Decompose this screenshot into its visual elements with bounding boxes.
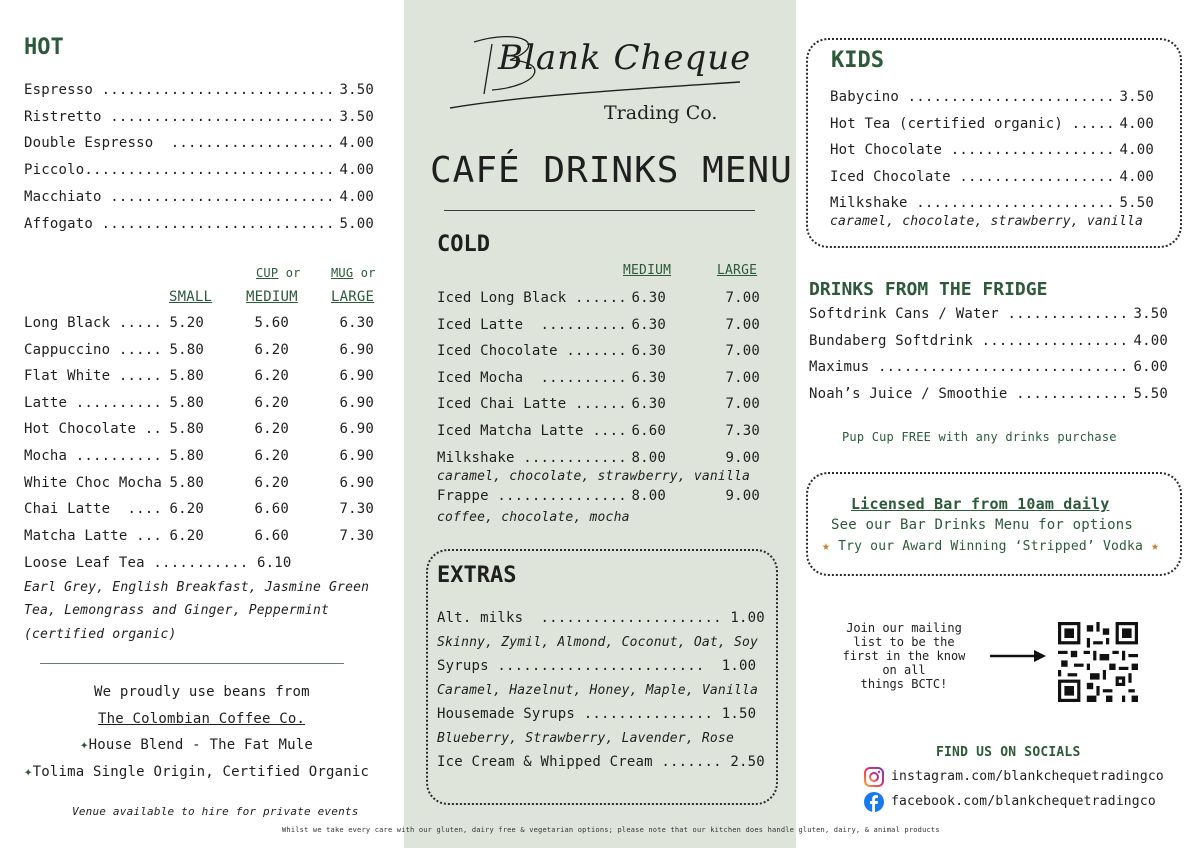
extra-ice-cream bbox=[437, 754, 765, 770]
sized-item-small: 5.80 bbox=[169, 368, 204, 385]
frappe-large: 9.00 bbox=[725, 488, 760, 504]
loose-leaf-note-2: Tea, Lemongrass and Ginger, Peppermint bbox=[24, 603, 330, 618]
frappe-medium: 8.00 bbox=[631, 488, 666, 504]
hot-item-label: Piccolo............................. bbox=[24, 162, 335, 179]
or-label-1: or bbox=[285, 266, 301, 280]
socials-title: FIND US ON SOCIALS bbox=[936, 745, 1081, 760]
sized-item-label: Matcha Latte ... bbox=[24, 527, 163, 544]
kids-item-label: Milkshake ....................... bbox=[830, 195, 1115, 211]
cold-title: COLD bbox=[437, 232, 490, 257]
hot-item-price: 4.00 bbox=[339, 135, 374, 152]
sized-item-large: 6.90 bbox=[339, 474, 374, 491]
sized-item-medium: 6.20 bbox=[254, 448, 289, 464]
extra-price: 1.50 bbox=[721, 706, 757, 722]
blend-2 bbox=[24, 764, 369, 780]
blend-2-label: Tolima Single Origin, Certified Organic bbox=[32, 764, 370, 780]
sparkle-icon: ✦ bbox=[24, 764, 33, 780]
sized-item-large: 6.90 bbox=[339, 341, 374, 358]
roaster-link[interactable]: The Colombian Coffee Co. bbox=[98, 711, 306, 727]
fridge-item-price: 5.50 bbox=[1133, 385, 1168, 402]
hot-title: HOT bbox=[24, 35, 64, 60]
bar-vodka-line bbox=[822, 539, 1159, 554]
sized-item-small: 5.80 bbox=[169, 341, 204, 358]
center-divider bbox=[444, 210, 755, 211]
sized-item-label: Cappuccino ..... bbox=[24, 341, 163, 358]
hot-item-label: Espresso ........................... bbox=[24, 82, 335, 98]
mailing-line-3: first in the know bbox=[842, 649, 966, 663]
sized-item-medium: 5.60 bbox=[254, 315, 289, 331]
sized-item-small: 5.80 bbox=[169, 394, 204, 411]
bar-vodka-label: Try our Award Winning ‘Stripped’ Vodka bbox=[838, 539, 1144, 554]
extra-label: Ice Cream & Whipped Cream ....... bbox=[437, 754, 722, 770]
fridge-item-label: Softdrink Cans / Water .............. bbox=[809, 306, 1129, 322]
sized-item-label: Latte .......... bbox=[24, 394, 163, 411]
hot-item-price: 3.50 bbox=[339, 108, 374, 125]
cold-item-medium: 6.30 bbox=[631, 343, 666, 360]
kids-milkshake-note: caramel, chocolate, strawberry, vanilla bbox=[830, 214, 1144, 229]
blend-1 bbox=[80, 737, 313, 753]
hot-item-label: Ristretto .......................... bbox=[24, 108, 335, 125]
sized-item-small: 5.80 bbox=[169, 448, 204, 464]
left-divider bbox=[40, 663, 344, 664]
instagram-icon[interactable] bbox=[864, 767, 884, 787]
sized-item-medium: 6.20 bbox=[254, 368, 289, 385]
hot-item-label: Double Espresso ................... bbox=[24, 135, 335, 152]
extra-syrups bbox=[437, 658, 756, 674]
bar-title: Licensed Bar from 10am daily bbox=[851, 495, 1110, 513]
medium-header: MEDIUM bbox=[246, 289, 298, 305]
star-icon: ★ bbox=[822, 539, 831, 554]
kids-item-price: 4.00 bbox=[1119, 115, 1154, 132]
extra-alt-milks bbox=[437, 610, 765, 626]
fridge-item-price: 3.50 bbox=[1133, 306, 1168, 322]
cold-item-label: Iced Matcha Latte .... bbox=[437, 423, 627, 439]
cold-item-medium: 6.30 bbox=[631, 316, 666, 333]
cold-milkshake-note: caramel, chocolate, strawberry, vanilla bbox=[437, 469, 751, 484]
cold-item-large: 7.00 bbox=[725, 316, 760, 333]
cold-item-medium: 6.30 bbox=[631, 369, 666, 386]
sized-item-medium: 6.20 bbox=[254, 474, 289, 491]
menu-title: CAFÉ DRINKS MENU bbox=[430, 150, 793, 191]
sized-item-small: 5.80 bbox=[169, 421, 204, 438]
fridge-item-label: Bundaberg Softdrink ................. bbox=[809, 332, 1129, 349]
kids-item-label: Iced Chocolate .................. bbox=[830, 168, 1115, 185]
pup-cup-note: Pup Cup FREE with any drinks purchase bbox=[842, 430, 1117, 444]
logo-title: Blank Cheque bbox=[498, 38, 752, 78]
extra-label: Alt. milks ..................... bbox=[437, 610, 722, 626]
sized-item-medium: 6.60 bbox=[254, 527, 289, 544]
cup-or-label bbox=[256, 266, 301, 280]
cold-item-label: Milkshake ............ bbox=[437, 449, 627, 466]
frappe-label: Frappe ............... bbox=[437, 488, 627, 504]
kids-item-label: Hot Chocolate ................... bbox=[830, 142, 1115, 158]
cold-item-medium: 6.30 bbox=[631, 396, 666, 413]
fridge-item-label: Noah’s Juice / Smoothie ............. bbox=[809, 385, 1129, 402]
kids-item-price: 3.50 bbox=[1119, 89, 1154, 105]
star-icon: ★ bbox=[1151, 539, 1160, 554]
sized-item-medium: 6.20 bbox=[254, 341, 289, 358]
sized-item-large: 6.90 bbox=[339, 368, 374, 385]
sized-item-large: 6.30 bbox=[339, 315, 374, 331]
kids-item-price: 5.50 bbox=[1119, 195, 1154, 211]
sized-item-label: Hot Chocolate .. bbox=[24, 421, 163, 438]
cold-item-large: 7.00 bbox=[725, 396, 760, 413]
mailing-text bbox=[840, 621, 968, 691]
hot-item-price: 4.00 bbox=[339, 188, 374, 205]
sized-item-medium: 6.20 bbox=[254, 421, 289, 438]
cold-item-medium: 6.60 bbox=[631, 423, 666, 439]
fridge-title: DRINKS FROM THE FRIDGE bbox=[809, 279, 1048, 300]
sized-item-small: 5.80 bbox=[169, 474, 204, 491]
sized-item-large: 6.90 bbox=[339, 421, 374, 438]
sized-item-medium: 6.60 bbox=[254, 501, 289, 518]
cold-item-label: Iced Long Black ...... bbox=[437, 290, 627, 306]
kids-item-price: 4.00 bbox=[1119, 168, 1154, 185]
arrow-right-icon bbox=[990, 648, 1046, 664]
cold-item-label: Iced Mocha .......... bbox=[437, 369, 627, 386]
cold-item-large: 7.00 bbox=[725, 343, 760, 360]
sparkle-icon: ✦ bbox=[80, 737, 89, 753]
blend-1-label: House Blend - The Fat Mule bbox=[88, 737, 313, 753]
footer-disclaimer: Whilst we take every care with our gluten, dairy free & vegetarian options; please note that our kitchen does handle gluten, dairy, & animal products bbox=[282, 826, 940, 834]
extra-label: Syrups ........................ bbox=[437, 658, 714, 674]
venue-note: Venue available to hire for private events bbox=[72, 805, 359, 818]
extra-price: 2.50 bbox=[730, 754, 765, 770]
sized-item-large: 7.30 bbox=[339, 501, 374, 518]
extra-note-housemade: Blueberry, Strawberry, Lavender, Rose bbox=[437, 731, 734, 746]
instagram-link[interactable]: instagram.com/blankchequetradingco bbox=[891, 769, 1164, 784]
extra-price: 1.00 bbox=[730, 610, 765, 626]
sized-item-small: 6.20 bbox=[169, 527, 204, 544]
extra-note-syrups: Caramel, Hazelnut, Honey, Maple, Vanilla bbox=[437, 683, 759, 698]
cold-item-large: 9.00 bbox=[725, 449, 760, 466]
sized-item-label: Chai Latte .... bbox=[24, 501, 163, 518]
mailing-line-2: list to be the bbox=[853, 635, 955, 649]
cold-item-large: 7.00 bbox=[725, 369, 760, 386]
sized-item-large: 6.90 bbox=[339, 448, 374, 464]
cold-item-label: Iced Chocolate ....... bbox=[437, 343, 627, 360]
bar-menu-note: See our Bar Drinks Menu for options bbox=[831, 517, 1134, 533]
hot-item-label: Macchiato .......................... bbox=[24, 188, 335, 205]
fridge-item-price: 4.00 bbox=[1133, 332, 1168, 349]
beans-line: We proudly use beans from bbox=[94, 684, 310, 700]
hot-item-price: 3.50 bbox=[339, 82, 374, 98]
hot-item-label: Affogato ........................... bbox=[24, 215, 335, 232]
fridge-item-label: Maximus ............................. bbox=[809, 359, 1129, 376]
extra-note-milks: Skinny, Zymil, Almond, Coconut, Oat, Soy bbox=[437, 635, 759, 650]
cold-medium-header: MEDIUM bbox=[623, 263, 672, 278]
large-header: LARGE bbox=[331, 289, 375, 305]
extra-housemade bbox=[437, 706, 756, 722]
cold-large-header: LARGE bbox=[717, 263, 758, 278]
sized-item-small: 6.20 bbox=[169, 501, 204, 518]
sized-item-label: Flat White ..... bbox=[24, 368, 163, 385]
cold-item-label: Iced Latte .......... bbox=[437, 316, 627, 333]
qr-code-icon[interactable] bbox=[1058, 622, 1138, 702]
mailing-line-1: Join our mailing bbox=[846, 621, 962, 635]
facebook-icon[interactable] bbox=[864, 792, 884, 812]
frappe-note: coffee, chocolate, mocha bbox=[437, 510, 630, 525]
sized-item-small: 5.20 bbox=[169, 315, 204, 331]
extras-title: EXTRAS bbox=[437, 563, 517, 588]
mailing-line-5: things BCTC! bbox=[860, 677, 948, 691]
loose-leaf-note-1: Earl Grey, English Breakfast, Jasmine Green bbox=[24, 580, 370, 595]
cup-label: CUP bbox=[256, 266, 279, 280]
hot-item-price: 5.00 bbox=[339, 215, 374, 232]
kids-title: KIDS bbox=[831, 48, 884, 73]
cold-item-label: Iced Chai Latte ...... bbox=[437, 396, 627, 413]
loose-leaf-note-3: (certified organic) bbox=[24, 627, 177, 642]
mailing-line-4: on all bbox=[882, 663, 926, 677]
sized-item-label: Long Black ..... bbox=[24, 315, 163, 331]
hot-item-price: 4.00 bbox=[339, 162, 374, 179]
extra-price: 1.00 bbox=[721, 658, 757, 674]
sized-item-label: White Choc Mocha bbox=[24, 474, 163, 491]
mug-or-label bbox=[331, 266, 376, 280]
sized-item-large: 7.30 bbox=[339, 527, 374, 544]
cold-item-medium: 8.00 bbox=[631, 449, 666, 466]
kids-item-label: Hot Tea (certified organic) ..... bbox=[830, 115, 1115, 132]
loose-leaf-tea: Loose Leaf Tea ........... 6.10 bbox=[24, 555, 292, 571]
kids-item-label: Babycino ........................ bbox=[830, 89, 1115, 105]
sized-item-large: 6.90 bbox=[339, 394, 374, 411]
extra-label: Housemade Syrups ............... bbox=[437, 706, 714, 722]
sized-item-label: Mocha .......... bbox=[24, 448, 163, 464]
logo-subtitle: Trading Co. bbox=[604, 102, 718, 124]
kids-item-price: 4.00 bbox=[1119, 142, 1154, 158]
cold-item-medium: 6.30 bbox=[631, 290, 666, 306]
cold-item-large: 7.00 bbox=[725, 290, 760, 306]
sized-item-medium: 6.20 bbox=[254, 394, 289, 411]
or-label-2: or bbox=[360, 266, 376, 280]
fridge-item-price: 6.00 bbox=[1133, 359, 1168, 376]
cold-item-large: 7.30 bbox=[725, 423, 760, 439]
facebook-link[interactable]: facebook.com/blankchequetradingco bbox=[891, 794, 1156, 809]
mug-label: MUG bbox=[331, 266, 354, 280]
small-header: SMALL bbox=[169, 289, 213, 305]
